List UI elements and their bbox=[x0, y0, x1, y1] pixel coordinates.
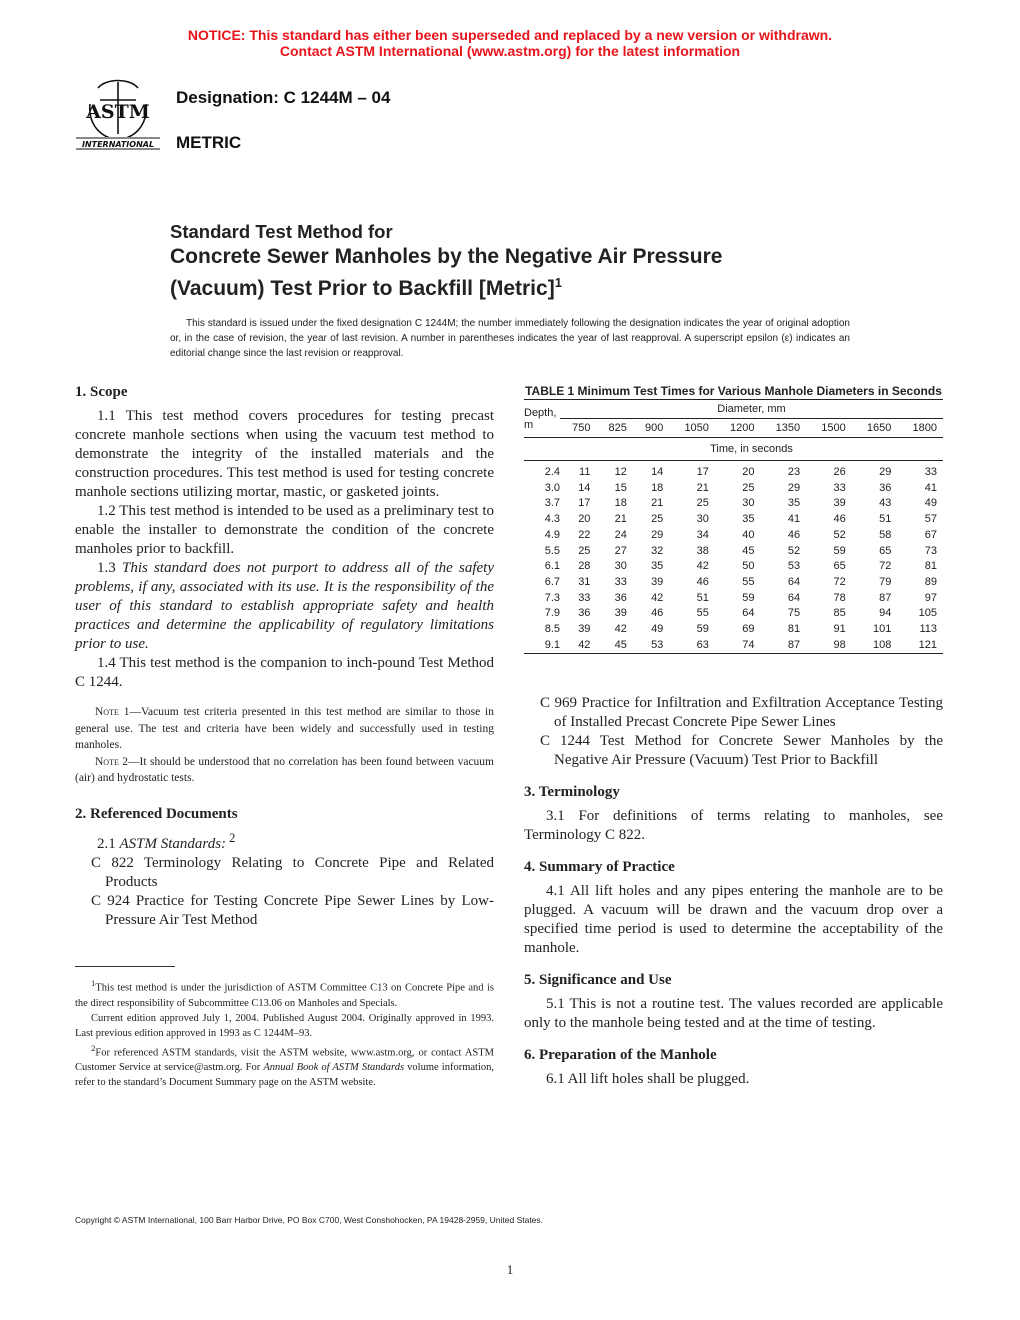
time-cell: 25 bbox=[696, 497, 709, 510]
scope-1-3 bbox=[75, 559, 494, 654]
time-cell: 33 bbox=[578, 591, 591, 604]
time-cell: 53 bbox=[787, 560, 801, 573]
ref-c924: C 924 Practice for Testing Concrete Pipe Sewer Lines by Low-Pressure Air Test Method bbox=[91, 892, 494, 928]
time-cell: 25 bbox=[578, 544, 591, 557]
time-cell: 52 bbox=[833, 528, 846, 541]
depth-cell: 4.3 bbox=[544, 513, 560, 526]
issuance-statement: This standard is issued under the fixed designation C 1244M; the number immediately following the designation indicates the year of original adoption or, in the case of revision, the year of last revision. A number in parentheses indicates the year of last reapproval. A superscript epsilon (ε) indicates an editorial change since the last revision or reapproval. bbox=[170, 318, 850, 359]
table-row bbox=[524, 591, 943, 607]
time-cell: 75 bbox=[787, 607, 801, 620]
time-cell: 30 bbox=[742, 497, 755, 510]
time-cell: 98 bbox=[833, 638, 846, 651]
title-line-3-text: (Vacuum) Test Prior to Backfill [Metric] bbox=[170, 277, 555, 300]
terminology-3-1: 3.1 For definitions of terms relating to manholes, see Terminology C 822. bbox=[524, 808, 943, 843]
notice-line-1: NOTICE: This standard has either been superseded and replaced by a new version or withdrawn. bbox=[187, 27, 833, 43]
time-cell: 29 bbox=[651, 528, 664, 541]
time-cell: 24 bbox=[614, 528, 627, 541]
footnote-1-mark: 1 bbox=[91, 978, 96, 988]
time-cell: 67 bbox=[924, 528, 937, 541]
withdrawal-notice bbox=[0, 27, 1020, 59]
time-cell: 78 bbox=[833, 591, 846, 604]
time-cell: 94 bbox=[879, 607, 892, 620]
table-row bbox=[524, 622, 943, 638]
time-cell: 45 bbox=[614, 638, 627, 651]
footnote-1 bbox=[75, 976, 494, 1011]
note-1 bbox=[75, 704, 494, 754]
time-cell: 30 bbox=[696, 513, 709, 526]
time-cell: 31 bbox=[578, 575, 591, 588]
time-cell: 65 bbox=[879, 544, 892, 557]
diameter-1200: 1200 bbox=[730, 422, 755, 434]
time-cell: 72 bbox=[879, 560, 892, 573]
table-row bbox=[524, 481, 943, 497]
time-cell: 25 bbox=[742, 481, 755, 494]
time-header: Time, in seconds bbox=[710, 443, 793, 455]
time-cell: 50 bbox=[742, 560, 755, 573]
table-row bbox=[524, 638, 943, 654]
time-cell: 36 bbox=[879, 481, 892, 494]
depth-cell: 8.5 bbox=[544, 623, 560, 636]
time-cell: 23 bbox=[787, 466, 801, 478]
depth-cell: 3.0 bbox=[544, 481, 560, 494]
time-cell: 36 bbox=[578, 607, 591, 620]
time-cell: 20 bbox=[578, 513, 591, 526]
time-cell: 74 bbox=[742, 638, 755, 651]
depth-cell: 6.1 bbox=[544, 560, 560, 573]
referenced-2-1-num: 2.1 bbox=[97, 835, 120, 852]
time-cell: 21 bbox=[696, 481, 709, 494]
time-cell: 121 bbox=[918, 638, 937, 651]
table-row bbox=[524, 461, 943, 481]
summary-heading: 4. Summary of Practice bbox=[524, 859, 675, 875]
preparation-heading: 6. Preparation of the Manhole bbox=[524, 1047, 717, 1063]
table-row bbox=[524, 575, 943, 591]
scope-heading: 1. Scope bbox=[75, 384, 128, 400]
scope-1-3-num: 1.3 bbox=[97, 560, 122, 576]
time-cell: 46 bbox=[651, 607, 664, 620]
logo-text: ASTM bbox=[86, 101, 150, 123]
time-cell: 79 bbox=[879, 575, 892, 588]
time-cell: 108 bbox=[873, 638, 892, 651]
logo-subtext: INTERNATIONAL bbox=[81, 140, 155, 149]
time-cell: 15 bbox=[614, 481, 627, 494]
time-cell: 20 bbox=[742, 466, 755, 478]
scope-1-3-text: This standard does not purport to address all of the safety problems, if any, associated with its use. It is the responsibility of the user of this standard to establish appropriate safety and health practices and determine the applicability of regulatory limitations prior to use. bbox=[75, 560, 495, 652]
title-line-2: Concrete Sewer Manholes by the Negative Air Pressure bbox=[170, 245, 723, 268]
time-cell: 59 bbox=[742, 591, 755, 604]
time-cell: 33 bbox=[833, 481, 846, 494]
document-title bbox=[170, 220, 870, 302]
time-cell: 39 bbox=[651, 575, 664, 588]
time-cell: 105 bbox=[918, 607, 937, 620]
time-cell: 64 bbox=[742, 607, 755, 620]
time-cell: 51 bbox=[879, 513, 892, 526]
time-cell: 42 bbox=[614, 623, 627, 636]
time-cell: 30 bbox=[614, 560, 627, 573]
time-cell: 43 bbox=[879, 497, 892, 510]
diameter-825: 825 bbox=[608, 422, 627, 434]
time-cell: 55 bbox=[696, 607, 709, 620]
diameter-1650: 1650 bbox=[866, 422, 892, 434]
depth-cell: 2.4 bbox=[544, 466, 560, 478]
footnote-2-text-a: For referenced ASTM standards, visit the ASTM website, www.astm.org, or contact ASTM Customer Service at service@astm.org. For bbox=[75, 1047, 494, 1073]
diameter-1500: 1500 bbox=[821, 422, 846, 434]
diameter-header: Diameter, mm bbox=[560, 400, 943, 419]
astm-logo bbox=[76, 74, 160, 152]
time-cell: 49 bbox=[924, 497, 937, 510]
terminology-heading: 3. Terminology bbox=[524, 784, 620, 800]
footnote-rule bbox=[75, 966, 175, 967]
time-cell: 97 bbox=[924, 591, 937, 604]
left-column bbox=[75, 382, 494, 930]
note-2-label: Note 2 bbox=[95, 755, 129, 768]
time-cell: 46 bbox=[787, 528, 801, 541]
scope-1-2: 1.2 This test method is intended to be used as a preliminary test to enable the installer to demonstrate the condition of the concrete manholes prior to backfill. bbox=[75, 503, 494, 557]
ref-c1244: C 1244 Test Method for Concrete Sewer Manholes by the Negative Air Pressure (Vacuum) Test Prior to Backfill bbox=[540, 733, 943, 768]
time-cell: 87 bbox=[787, 638, 801, 651]
time-cell: 26 bbox=[833, 466, 846, 478]
time-cell: 39 bbox=[578, 623, 591, 636]
time-cell: 55 bbox=[742, 575, 755, 588]
time-cell: 73 bbox=[924, 544, 937, 557]
table-row bbox=[524, 559, 943, 575]
time-cell: 14 bbox=[651, 466, 664, 478]
table-row bbox=[524, 528, 943, 544]
time-cell: 42 bbox=[651, 591, 664, 604]
time-cell: 41 bbox=[924, 481, 937, 494]
time-cell: 33 bbox=[614, 575, 627, 588]
time-cell: 85 bbox=[833, 607, 846, 620]
time-cell: 35 bbox=[742, 513, 755, 526]
time-cell: 14 bbox=[578, 481, 591, 494]
footnote-2 bbox=[75, 1041, 494, 1091]
time-cell: 113 bbox=[919, 623, 937, 636]
time-cell: 72 bbox=[833, 575, 846, 588]
depth-cell: 7.3 bbox=[544, 591, 560, 604]
table-row bbox=[524, 496, 943, 512]
table-row bbox=[524, 512, 943, 528]
diameter-900: 900 bbox=[644, 422, 664, 434]
metric-label: METRIC bbox=[176, 133, 242, 152]
time-cell: 58 bbox=[879, 528, 892, 541]
time-cell: 34 bbox=[696, 528, 709, 541]
time-cell: 21 bbox=[614, 513, 627, 526]
time-cell: 63 bbox=[696, 638, 709, 651]
time-cell: 29 bbox=[787, 481, 801, 494]
time-cell: 25 bbox=[651, 513, 664, 526]
footnote-2-italic: Annual Book of ASTM Standards bbox=[263, 1062, 405, 1073]
time-cell: 49 bbox=[651, 623, 664, 636]
time-cell: 35 bbox=[651, 560, 664, 573]
time-cell: 35 bbox=[787, 497, 801, 510]
time-cell: 64 bbox=[787, 575, 801, 588]
footnote-2-text-b: volume information, refer to the standard’s Document Summary page on the ASTM website. bbox=[75, 1062, 494, 1088]
time-cell: 39 bbox=[614, 607, 627, 620]
time-cell: 81 bbox=[924, 560, 937, 573]
referenced-2-1 bbox=[75, 829, 494, 854]
time-cell: 22 bbox=[578, 528, 591, 541]
time-cell: 46 bbox=[833, 513, 846, 526]
diameter-1350: 1350 bbox=[775, 422, 801, 434]
time-cell: 57 bbox=[924, 513, 937, 526]
time-cell: 11 bbox=[579, 466, 591, 478]
time-cell: 64 bbox=[787, 591, 801, 604]
time-cell: 36 bbox=[614, 591, 627, 604]
summary-4-1: 4.1 All lift holes and any pipes entering the manhole are to be plugged. A vacuum will be drawn and the vacuum drop over a specified time period is used to determine the acceptability of the manhole. bbox=[524, 883, 943, 956]
time-cell: 53 bbox=[651, 638, 664, 651]
time-cell: 28 bbox=[578, 560, 591, 573]
diameter-1050: 1050 bbox=[684, 422, 709, 434]
time-cell: 12 bbox=[614, 466, 627, 478]
time-cell: 91 bbox=[833, 623, 846, 636]
time-cell: 41 bbox=[787, 513, 801, 526]
designation: Designation: C 1244M – 04 bbox=[176, 88, 391, 107]
footnote-2-mark: 2 bbox=[91, 1042, 96, 1053]
title-line-3 bbox=[170, 270, 870, 302]
time-cell: 89 bbox=[924, 575, 937, 588]
scope-1-1: 1.1 This test method covers procedures for testing precast concrete manhole sections when using the vacuum test method to demonstrate the integrity of the installed materials and the construction procedures. This test method is used for testing concrete manhole sections utilizing mortar, mastic, or gasketed joints. bbox=[75, 408, 494, 500]
time-cell: 101 bbox=[873, 623, 892, 636]
depth-header: Depth, m bbox=[524, 406, 557, 431]
depth-cell: 6.7 bbox=[544, 575, 560, 588]
copyright: Copyright © ASTM International, 100 Barr Harbor Drive, PO Box C700, West Conshohocken, PA 19428-2959, United States. bbox=[75, 1215, 544, 1225]
depth-cell: 7.9 bbox=[544, 607, 560, 620]
time-cell: 29 bbox=[879, 466, 892, 478]
note-1-text: —Vacuum test criteria presented in this test method are similar to those in general use. The test and criteria have been widely and successfully used in testing manholes. bbox=[75, 706, 494, 751]
title-line-1: Standard Test Method for bbox=[170, 221, 393, 242]
footnote-1-edition: Current edition approved July 1, 2004. Published August 2004. Originally approved in 1993. Last previous edition approved in 1993 as C 1244M–93. bbox=[75, 1012, 494, 1039]
time-cell: 21 bbox=[651, 497, 664, 510]
time-cell: 46 bbox=[696, 575, 709, 588]
diameter-1800: 1800 bbox=[912, 422, 937, 434]
time-cell: 27 bbox=[614, 544, 627, 557]
referenced-2-1-text: ASTM Standards: bbox=[119, 835, 227, 852]
time-cell: 69 bbox=[742, 623, 755, 636]
time-cell: 65 bbox=[833, 560, 846, 573]
table-row bbox=[524, 544, 943, 560]
time-cell: 33 bbox=[924, 466, 937, 478]
footnote-1-text: This test method is under the jurisdiction of ASTM Committee C13 on Concrete Pipe and is the direct responsibility of Subcommittee C13.06 on Manholes and Specials. bbox=[75, 982, 494, 1009]
time-cell: 17 bbox=[578, 497, 591, 510]
title-footnote-mark: 1 bbox=[554, 275, 562, 290]
footnotes bbox=[75, 976, 494, 1090]
depth-cell: 3.7 bbox=[544, 497, 560, 510]
time-cell: 38 bbox=[696, 544, 709, 557]
time-cell: 52 bbox=[787, 544, 801, 557]
page-number: 1 bbox=[506, 1262, 514, 1277]
depth-cell: 4.9 bbox=[544, 528, 560, 541]
diameter-values-row bbox=[524, 419, 943, 438]
table-1 bbox=[524, 383, 943, 654]
test-times-table bbox=[524, 399, 943, 654]
time-cell: 18 bbox=[614, 497, 627, 510]
significance-heading: 5. Significance and Use bbox=[524, 972, 672, 988]
time-cell: 59 bbox=[833, 544, 846, 557]
time-cell: 81 bbox=[787, 623, 801, 636]
time-cell: 42 bbox=[696, 560, 709, 573]
time-cell: 59 bbox=[696, 623, 709, 636]
right-column bbox=[524, 694, 943, 1089]
time-cell: 42 bbox=[578, 638, 591, 651]
time-cell: 32 bbox=[651, 544, 664, 557]
preparation-6-1: 6.1 All lift holes shall be plugged. bbox=[546, 1071, 750, 1087]
table-row bbox=[524, 606, 943, 622]
time-cell: 39 bbox=[833, 497, 846, 510]
ref-c822: C 822 Terminology Relating to Concrete Pipe and Related Products bbox=[91, 854, 494, 890]
ref-c969: C 969 Practice for Infiltration and Exfiltration Acceptance Testing of Installed Precast Concrete Pipe Sewer Lines bbox=[540, 695, 943, 730]
table-1-title: TABLE 1 Minimum Test Times for Various Manhole Diameters in Seconds bbox=[525, 384, 942, 398]
note-2 bbox=[75, 754, 494, 787]
time-cell: 51 bbox=[696, 591, 709, 604]
time-cell: 45 bbox=[742, 544, 755, 557]
diameter-750: 750 bbox=[572, 422, 591, 434]
scope-1-4: 1.4 This test method is the companion to inch-pound Test Method C 1244. bbox=[75, 655, 494, 690]
referenced-2-1-sup: 2 bbox=[226, 830, 236, 845]
time-cell: 17 bbox=[696, 466, 709, 478]
notice-line-2: Contact ASTM International (www.astm.org) for the latest information bbox=[279, 43, 741, 59]
note-1-label: Note 1 bbox=[95, 706, 130, 718]
time-cell: 18 bbox=[651, 481, 664, 494]
time-cell: 87 bbox=[879, 591, 892, 604]
significance-5-1: 5.1 This is not a routine test. The values recorded are applicable only to the manhole being tested and at the time of testing. bbox=[524, 996, 943, 1031]
depth-cell: 9.1 bbox=[544, 638, 560, 651]
note-2-text: —It should be understood that no correlation has been found between vacuum (air) and hydrostatic tests. bbox=[75, 755, 494, 784]
time-cell: 40 bbox=[742, 528, 755, 541]
depth-cell: 5.5 bbox=[544, 544, 560, 557]
referenced-documents-heading: 2. Referenced Documents bbox=[75, 805, 238, 822]
